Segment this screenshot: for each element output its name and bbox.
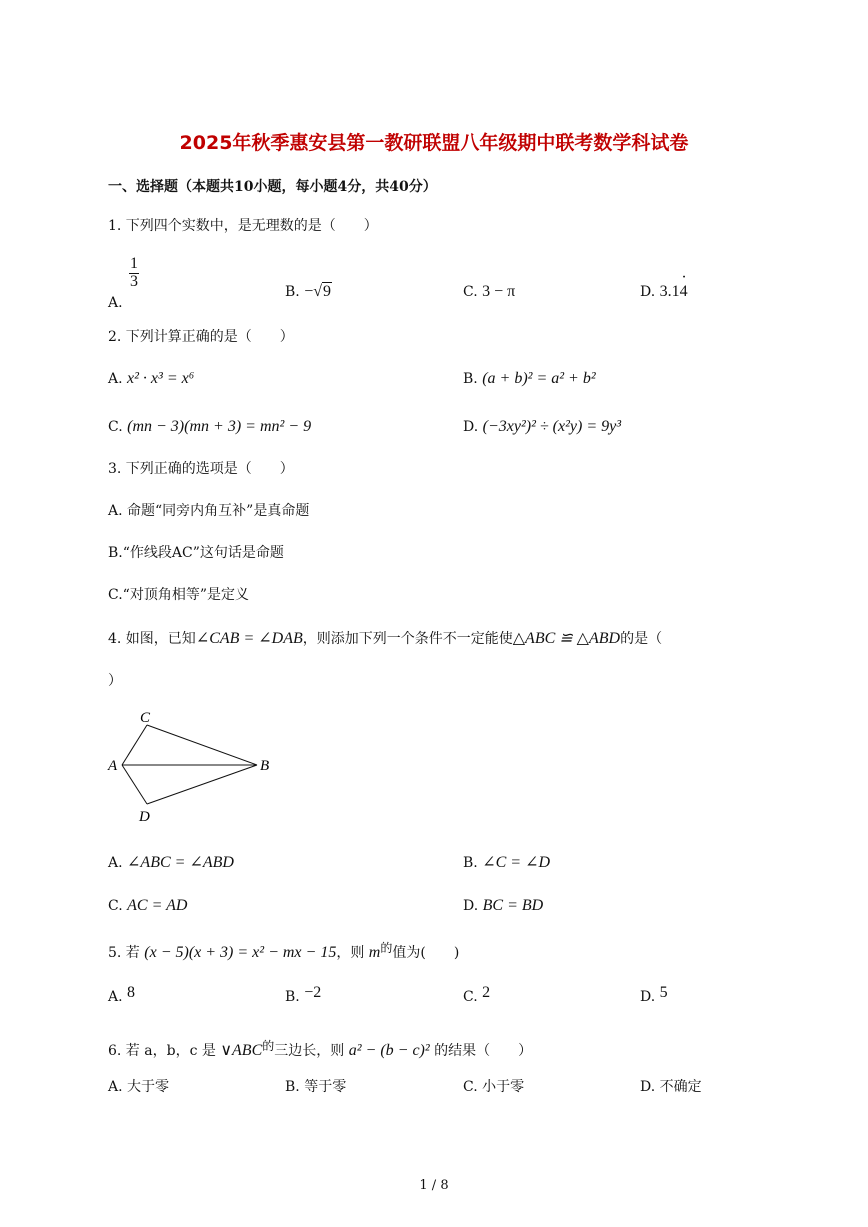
option-label: C.	[108, 419, 123, 435]
q1-option-a	[108, 255, 139, 312]
fraction-denominator: 3	[130, 272, 139, 290]
q1-option-b	[285, 283, 332, 301]
q6-option-b: B. 等于零	[285, 1079, 347, 1095]
question-3-stem: 3. 下列正确的选项是（ ）	[108, 461, 294, 477]
option-label: C.	[108, 898, 123, 914]
stem-text: 三边长，则	[274, 1043, 345, 1059]
q2-option-b	[463, 370, 596, 388]
option-label: D.	[463, 898, 479, 914]
option-label: D.	[640, 284, 656, 300]
radicand: 9	[323, 283, 332, 300]
q2-option-c	[108, 418, 311, 436]
stem-math: m	[368, 944, 381, 961]
q3-option-a: A. 命题“同旁内角互补”是真命题	[108, 503, 310, 519]
stem-text: 6. 若 a，b，c 是	[108, 1043, 216, 1059]
q3-option-c: C.“对顶角相等”是定义	[108, 587, 249, 603]
stem-math: ∨ABC	[220, 1042, 263, 1059]
option-label: B.	[285, 989, 300, 1005]
question-2-stem: 2. 下列计算正确的是（ ）	[108, 329, 294, 345]
q4-option-d	[463, 897, 543, 915]
question-4-stem-end: ）	[108, 673, 122, 689]
stem-text: 4. 如图，已知	[108, 631, 196, 647]
q2-option-a	[108, 370, 194, 388]
q4-option-b	[463, 852, 550, 872]
repeating-decimal: 3.14	[659, 283, 688, 300]
segment-cb	[147, 725, 257, 765]
q4-option-a	[108, 852, 234, 872]
option-label: D.	[640, 989, 656, 1005]
triangle-figure	[100, 705, 280, 830]
fraction	[129, 256, 139, 291]
option-math: (a + b)² = a² + b²	[482, 370, 596, 387]
q2-option-d	[463, 418, 621, 436]
option-math: 8	[127, 984, 136, 1001]
option-label: A.	[108, 855, 123, 871]
segment-db	[147, 765, 257, 804]
option-label: B.	[285, 284, 300, 300]
q6-option-c: C. 小于零	[463, 1079, 525, 1095]
stem-text: ，则添加下列一个条件不一定能使	[302, 631, 513, 647]
fraction-numerator: 1	[130, 255, 139, 272]
exam-title: 2025年秋季惠安县第一教研联盟八年级期中联考数学科试卷	[179, 132, 689, 154]
stem-text: 5. 若	[108, 945, 140, 961]
stem-text: 的	[262, 1039, 275, 1053]
page-number: 1 / 8	[419, 1178, 449, 1193]
question-4-stem	[108, 628, 662, 648]
option-label: A.	[108, 371, 123, 387]
option-label: D.	[463, 419, 479, 435]
option-math: 2	[482, 984, 491, 1001]
option-math: ∠ABC = ∠ABD	[127, 854, 234, 871]
segment-ac	[122, 725, 147, 765]
option-math: 5	[659, 984, 668, 1001]
q5-option-c	[463, 984, 491, 1006]
option-math: (mn − 3)(mn + 3) = mn² − 9	[127, 418, 312, 435]
option-math: BC = BD	[482, 897, 544, 914]
option-math: ∠C = ∠D	[482, 854, 551, 871]
option-label: C.	[463, 989, 478, 1005]
stem-math: (x − 5)(x + 3) = x² − mx − 15	[144, 944, 337, 961]
option-math: 3 − π	[482, 283, 516, 300]
repeat-dot: ·	[681, 269, 687, 286]
question-5-stem	[108, 942, 459, 962]
q4-option-c	[108, 897, 187, 915]
option-label: C.	[463, 284, 478, 300]
option-math	[659, 269, 688, 300]
stem-text: 值为( )	[392, 945, 460, 961]
q1-option-d	[640, 269, 688, 301]
label-b: B	[260, 758, 270, 774]
segment-ad	[122, 765, 147, 804]
stem-text: 的是（	[620, 631, 663, 647]
stem-math: △ABC ≌ △ABD	[512, 630, 621, 647]
option-label: A.	[108, 989, 123, 1005]
q1-option-c	[463, 283, 515, 301]
label-c: C	[140, 710, 151, 726]
question-6-stem	[108, 1040, 532, 1060]
q5-option-a	[108, 984, 136, 1006]
stem-math: ∠CAB = ∠DAB	[195, 630, 303, 647]
q6-option-a: A. 大于零	[108, 1079, 170, 1095]
q5-option-d	[640, 984, 668, 1006]
minus-sign: −	[304, 283, 314, 300]
option-math: (−3xy²)² ÷ (x²y) = 9y³	[482, 418, 622, 435]
section-heading: 一、选择题（本题共10小题，每小题4分，共40分）	[108, 179, 437, 195]
option-math: −2	[304, 984, 322, 1001]
label-a: A	[108, 758, 118, 774]
q6-option-d: D. 不确定	[640, 1079, 702, 1095]
option-math: x² · x³ = x⁶	[127, 370, 195, 387]
label-d: D	[139, 809, 150, 825]
stem-text: 的	[380, 941, 393, 955]
q3-option-b: B.“作线段AC”这句话是命题	[108, 545, 284, 561]
option-label: B.	[463, 371, 478, 387]
option-math: AC = AD	[127, 897, 188, 914]
question-1-stem: 1. 下列四个实数中，是无理数的是（ ）	[108, 218, 378, 234]
stem-text: ，则	[336, 945, 365, 961]
stem-math: a² − (b − c)²	[348, 1042, 430, 1059]
option-math: −√9	[304, 283, 332, 300]
option-label: A.	[108, 295, 123, 312]
stem-text: 的结果（ ）	[434, 1043, 533, 1059]
q5-option-b	[285, 984, 322, 1006]
option-label: B.	[463, 855, 478, 871]
